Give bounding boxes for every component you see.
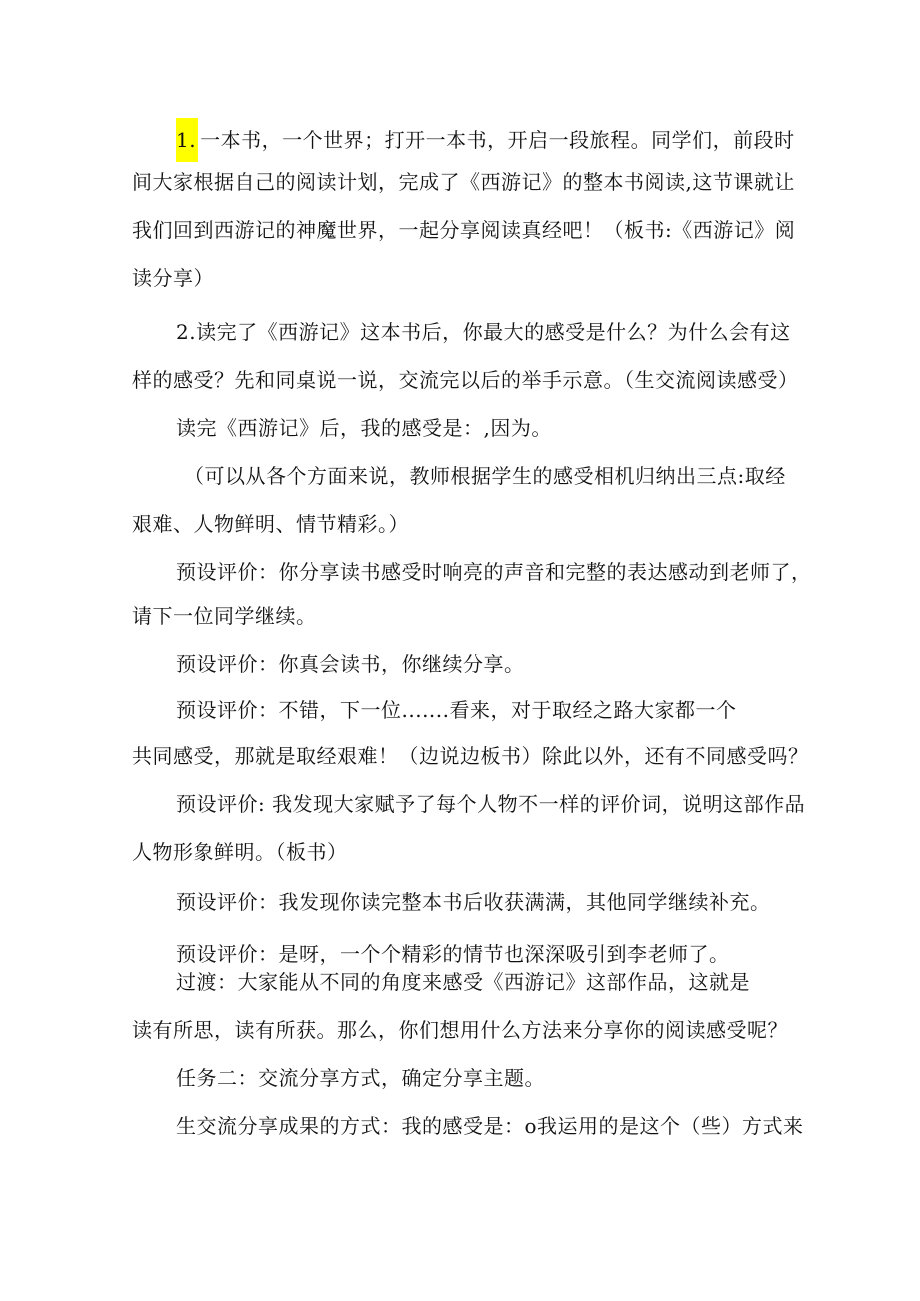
paragraph-8-line-2: 人物形象鲜明。（板书） <box>132 840 348 864</box>
paragraph-9: 预设评价：我发现你读完整本书后收获满满，其他同学继续补充。 <box>176 890 771 914</box>
paragraph-6: 预设评价：你真会读书，你继续分享。 <box>176 652 525 676</box>
paragraph-4-line-1: （可以从各个方面来说，教师根据学生的感受相机归纳出三点:取经 <box>184 464 786 488</box>
paragraph-4-line-2: 艰难、人物鲜明、情节精彩。） <box>132 512 409 536</box>
paragraph-1-line-3: 我们回到西游记的神魔世界，一起分享阅读真经吧！（板书:《西游记》阅 <box>132 218 796 242</box>
paragraph-13: 生交流分享成果的方式：我的感受是：o我运用的是这个（些）方式来 <box>176 1114 804 1138</box>
paragraph-2-line-2: 样的感受？先和同桌说一说，交流完以后的举手示意。（生交流阅读感受） <box>132 368 799 392</box>
paragraph-7-line-1: 预设评价：不错，下一位.......看来，对于取经之路大家都一个 <box>176 698 737 722</box>
paragraph-5-line-1: 预设评价：你分享读书感受时响亮的声音和完整的表达感动到老师了， <box>176 560 812 584</box>
highlighted-number-marker: 1. <box>176 118 198 162</box>
paragraph-5-line-2: 请下一位同学继续。 <box>132 604 317 628</box>
paragraph-8-line-1: 预设评价: 我发现大家赋予了每个人物不一样的评价词，说明这部作品 <box>176 792 806 816</box>
paragraph-10: 预设评价：是呀，一个个精彩的情节也深深吸引到李老师了。 <box>176 942 730 966</box>
paragraph-2-line-1: 2.读完了《西游记》这本书后，你最大的感受是什么？为什么会有这 <box>176 320 791 344</box>
paragraph-11-line-2: 读有所思，读有所获。那么，你们想用什么方法来分享你的阅读感受呢？ <box>132 1018 788 1042</box>
paragraph-12: 任务二：交流分享方式，确定分享主题。 <box>176 1066 545 1090</box>
paragraph-1-line-1 <box>176 118 795 162</box>
paragraph-1-line-2: 间大家根据自己的阅读计划，完成了《西游记》的整本书阅读,这节课就让 <box>132 170 795 194</box>
paragraph-1-line-4: 读分享） <box>132 266 214 290</box>
paragraph-11-line-1: 过渡：大家能从不同的角度来感受《西游记》这部作品，这就是 <box>176 970 750 994</box>
paragraph-1-text: 一本书，一个世界；打开一本书，开启一段旅程。同学们，前段时 <box>200 128 795 152</box>
paragraph-3: 读完《西游记》后，我的感受是：,因为。 <box>176 416 552 440</box>
paragraph-7-line-2: 共同感受，那就是取经艰难！（边说边板书）除此以外，还有不同感受吗？ <box>132 744 809 768</box>
